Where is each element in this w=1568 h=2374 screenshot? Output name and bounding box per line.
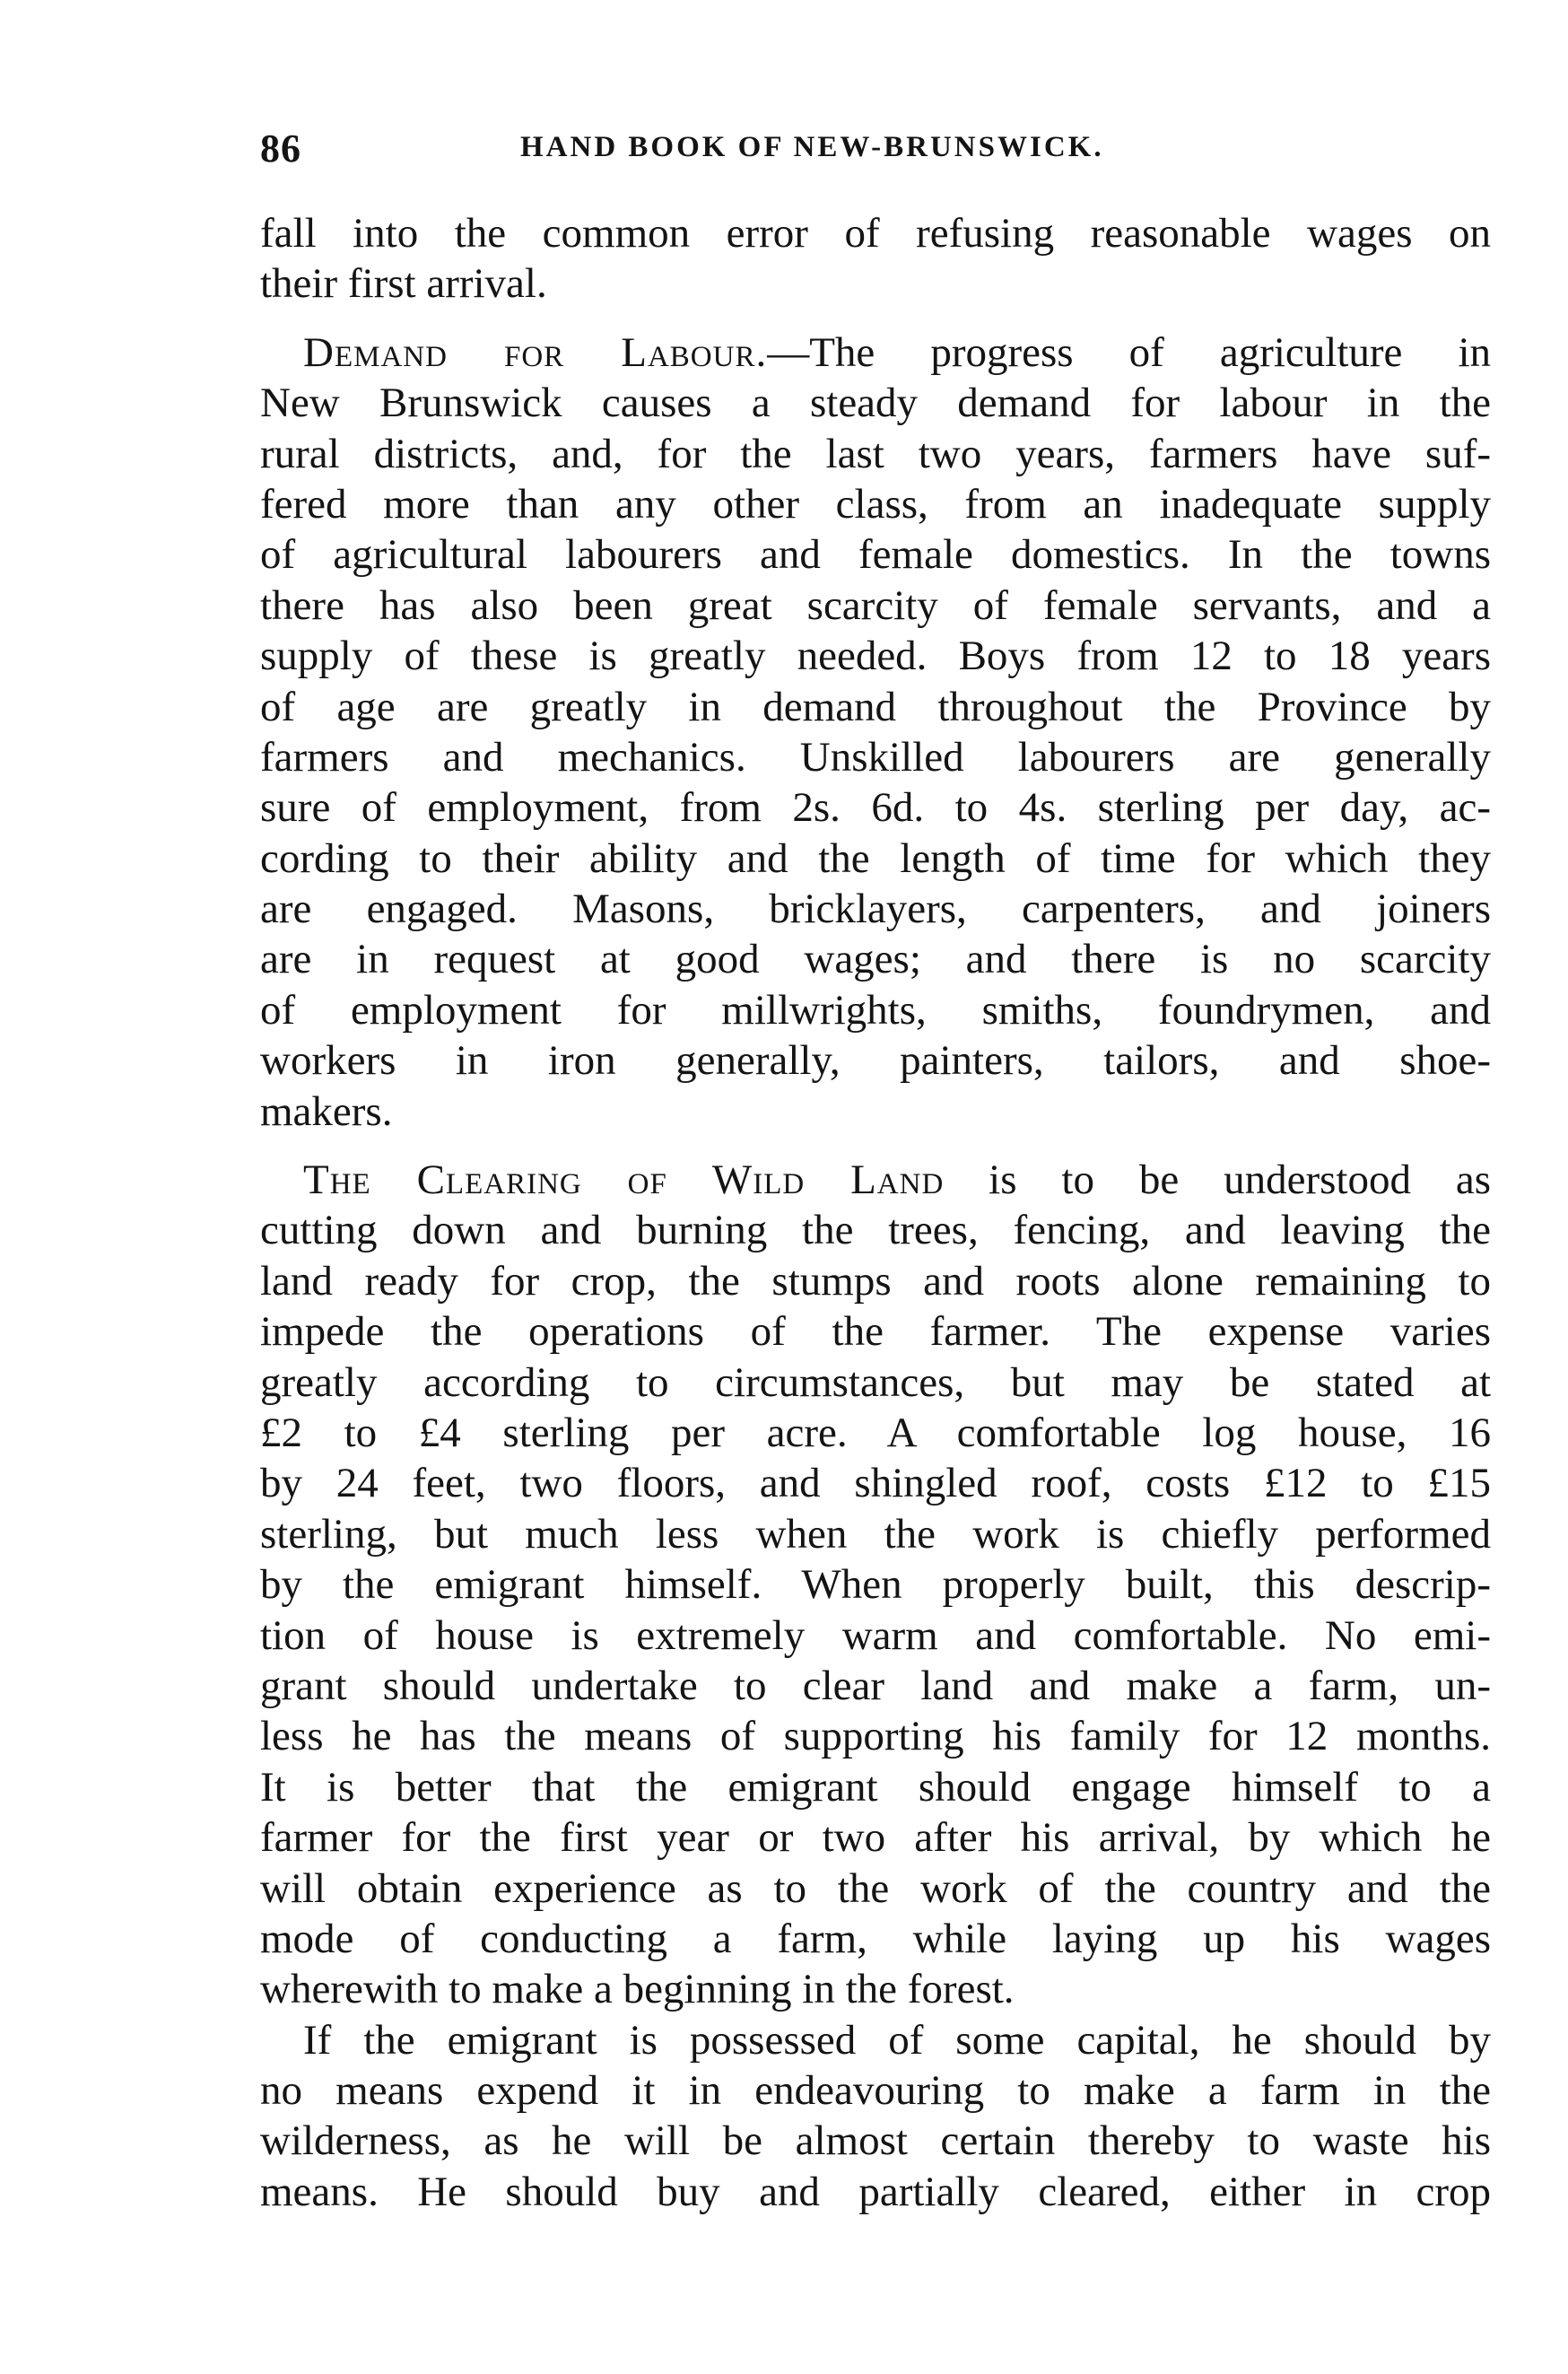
text-line: by the emigrant himself. When properly built, this descrip- [260, 1561, 1491, 1609]
text-line: tion of house is extremely warm and comfortable. No emi- [260, 1611, 1491, 1659]
text-line: of agricultural labourers and female domestics. In the towns [260, 531, 1491, 579]
text-line: sterling, but much less when the work is chiefly performed [260, 1510, 1491, 1558]
text-line: there has also been great scarcity of female servants, and a [260, 581, 1491, 629]
paragraph-clearing-of-wild-land [260, 1155, 1491, 2015]
text-line [260, 327, 1491, 378]
paragraph-emigrant-capital [260, 2015, 1491, 2218]
text-line: cording to their ability and the length of time for which they [260, 834, 1491, 882]
text-line: sure of employment, from 2s. 6d. to 4s. sterling per day, ac- [260, 784, 1491, 832]
text-line: no means expend it in endeavouring to make a farm in the [260, 2067, 1491, 2115]
text-line: mode of conducting a farm, while laying up his wages [260, 1915, 1491, 1962]
text-line: greatly according to circumstances, but may be stated at [260, 1358, 1491, 1406]
text-line: cutting down and burning the trees, fencing, and leaving the [260, 1207, 1491, 1254]
text-line: by 24 feet, two floors, and shingled roof, costs £12 to £15 [260, 1460, 1491, 1507]
text-line: farmer for the first year or two after his arrival, by which he [260, 1814, 1491, 1862]
paragraph-continuation [260, 208, 1491, 310]
text-line: fered more than any other class, from an inadequate supply [260, 480, 1491, 528]
text-line: impede the operations of the farmer. The expense varies [260, 1308, 1491, 1356]
body-text [260, 208, 1491, 2217]
text-line-tail: —The progress of agriculture in [767, 328, 1491, 376]
text-line: means. He should buy and partially cleared, either in crop [260, 2168, 1491, 2215]
text-line: fall into the common error of refusing reasonable wages on [260, 210, 1491, 257]
text-line: wilderness, as he will be almost certain thereby to waste his [260, 2117, 1491, 2165]
text-line: their first arrival. [260, 260, 547, 308]
paragraph-demand-for-labour [260, 327, 1491, 1137]
text-line: are in request at good wages; and there is no scarcity [260, 936, 1491, 983]
section-heading-clearing-of-wild-land: The Clearing of Wild Land [303, 1156, 945, 1204]
text-line: supply of these is greatly needed. Boys from 12 to 18 years [260, 633, 1491, 680]
text-line: of age are greatly in demand throughout the Province by [260, 683, 1491, 730]
text-line: makers. [260, 1087, 393, 1135]
text-line: of employment for millwrights, smiths, foundrymen, and [260, 986, 1491, 1034]
text-line: farmers and mechanics. Unskilled labourers are generally [260, 733, 1491, 781]
text-line: grant should undertake to clear land and make a farm, un- [260, 1662, 1491, 1709]
running-head: HAND BOOK OF NEW-BRUNSWICK. [520, 131, 1104, 163]
text-line: £2 to £4 sterling per acre. A comfortable log house, 16 [260, 1409, 1491, 1456]
text-line-tail: is to be understood as [944, 1156, 1491, 1204]
text-line: are engaged. Masons, bricklayers, carpenters, and joiners [260, 886, 1491, 933]
text-line: If the emigrant is possessed of some capital, he should by [303, 2016, 1491, 2064]
text-line: It is better that the emigrant should engage himself to a [260, 1763, 1491, 1811]
text-line: workers in iron generally, painters, tailors, and shoe- [260, 1037, 1491, 1085]
page-number: 86 [260, 127, 301, 170]
text-line: will obtain experience as to the work of the country and the [260, 1864, 1491, 1912]
text-line: New Brunswick causes a steady demand for labour in the [260, 380, 1491, 427]
text-line: land ready for crop, the stumps and roots alone remaining to [260, 1257, 1491, 1305]
text-line [260, 1155, 1491, 1205]
section-heading-demand-for-labour: Demand for Labour. [303, 328, 768, 376]
text-line: less he has the means of supporting his family for 12 months. [260, 1713, 1491, 1760]
text-line: rural districts, and, for the last two years, farmers have suf- [260, 430, 1491, 477]
page-header [260, 126, 1480, 179]
text-line: wherewith to make a beginning in the forest. [260, 1966, 1015, 2013]
